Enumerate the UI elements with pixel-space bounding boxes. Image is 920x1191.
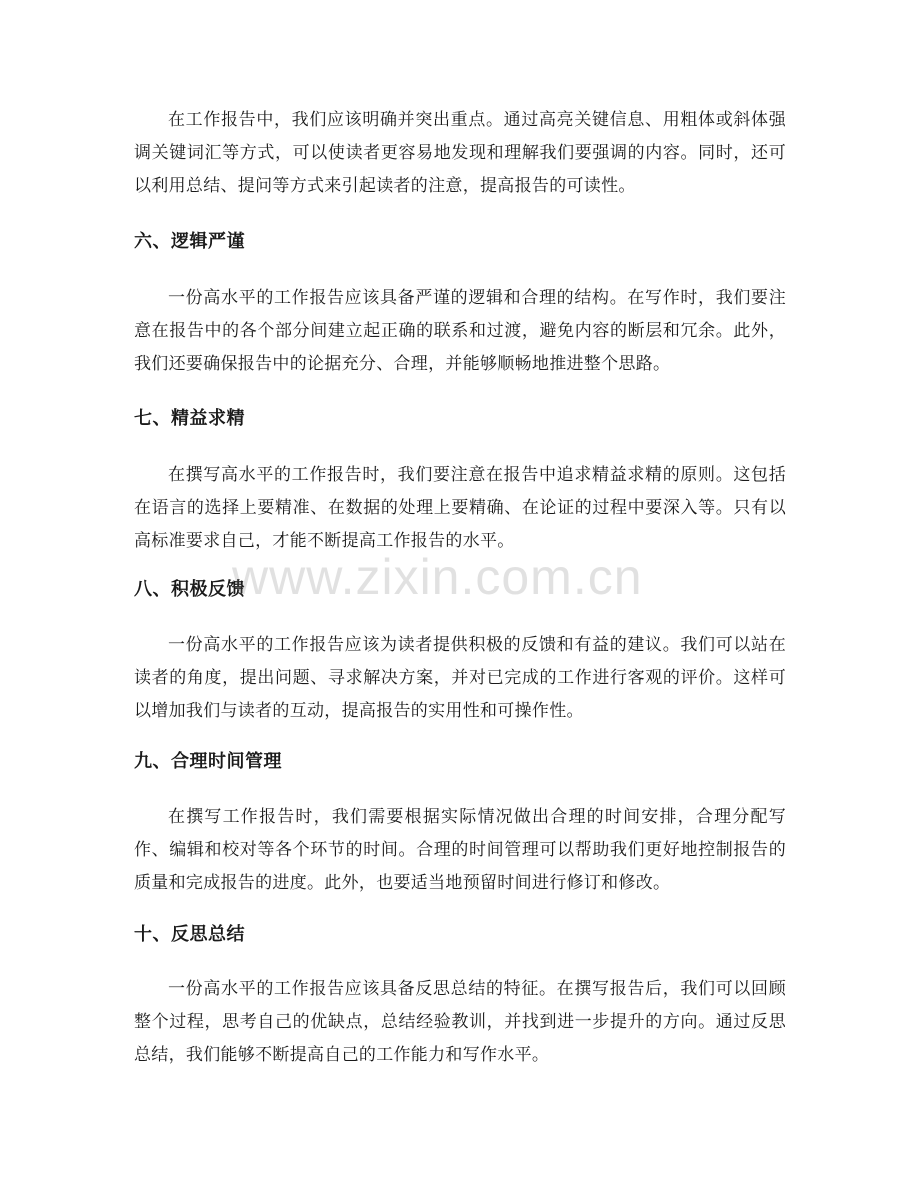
section-heading-7: 七、精益求精 [134, 408, 245, 429]
section-heading-8: 八、积极反馈 [134, 579, 245, 600]
section-body-7: 在撰写高水平的工作报告时，我们要注意在报告中追求精益求精的原则。这包括在语言的选择上要精准、在数据的处理上要精确、在论证的过程中要深入等。只有以高标准要求自己，才能不断提高工作报告的水平。 [134, 465, 786, 551]
section-body-8: 一份高水平的工作报告应该为读者提供积极的反馈和有益的建议。我们可以站在读者的角度，提出问题、寻求解决方案，并对已完成的工作进行客观的评价。这样可以增加我们与读者的互动，提高报告的实用性和可操作性。 [134, 635, 786, 721]
section-body-9: 在撰写工作报告时，我们需要根据实际情况做出合理的时间安排，合理分配写作、编辑和校对等各个环节的时间。合理的时间管理可以帮助我们更好地控制报告的质量和完成报告的进度。此外，也要适当地预留时间进行修订和修改。 [134, 807, 786, 893]
watermark-text: www.zixin.com.cn [232, 549, 643, 605]
section-body-6: 一份高水平的工作报告应该具备严谨的逻辑和合理的结构。在写作时，我们要注意在报告中的各个部分间建立起正确的联系和过渡，避免内容的断层和冗余。此外，我们还要确保报告中的论据充分、合理，并能够顺畅地推进整个思路。 [134, 288, 786, 374]
intro-paragraph: 在工作报告中，我们应该明确并突出重点。通过高亮关键信息、用粗体或斜体强调关键词汇等方式，可以使读者更容易地发现和理解我们要强调的内容。同时，还可以利用总结、提问等方式来引起读者的注意，提高报告的可读性。 [134, 110, 786, 196]
section-body-10: 一份高水平的工作报告应该具备反思总结的特征。在撰写报告后，我们可以回顾整个过程，思考自己的优缺点，总结经验教训，并找到进一步提升的方向。通过反思总结，我们能够不断提高自己的工作能力和写作水平。 [134, 979, 786, 1065]
section-heading-9: 九、合理时间管理 [134, 751, 282, 772]
section-heading-10: 十、反思总结 [134, 924, 245, 945]
section-heading-6: 六、逻辑严谨 [134, 231, 245, 252]
